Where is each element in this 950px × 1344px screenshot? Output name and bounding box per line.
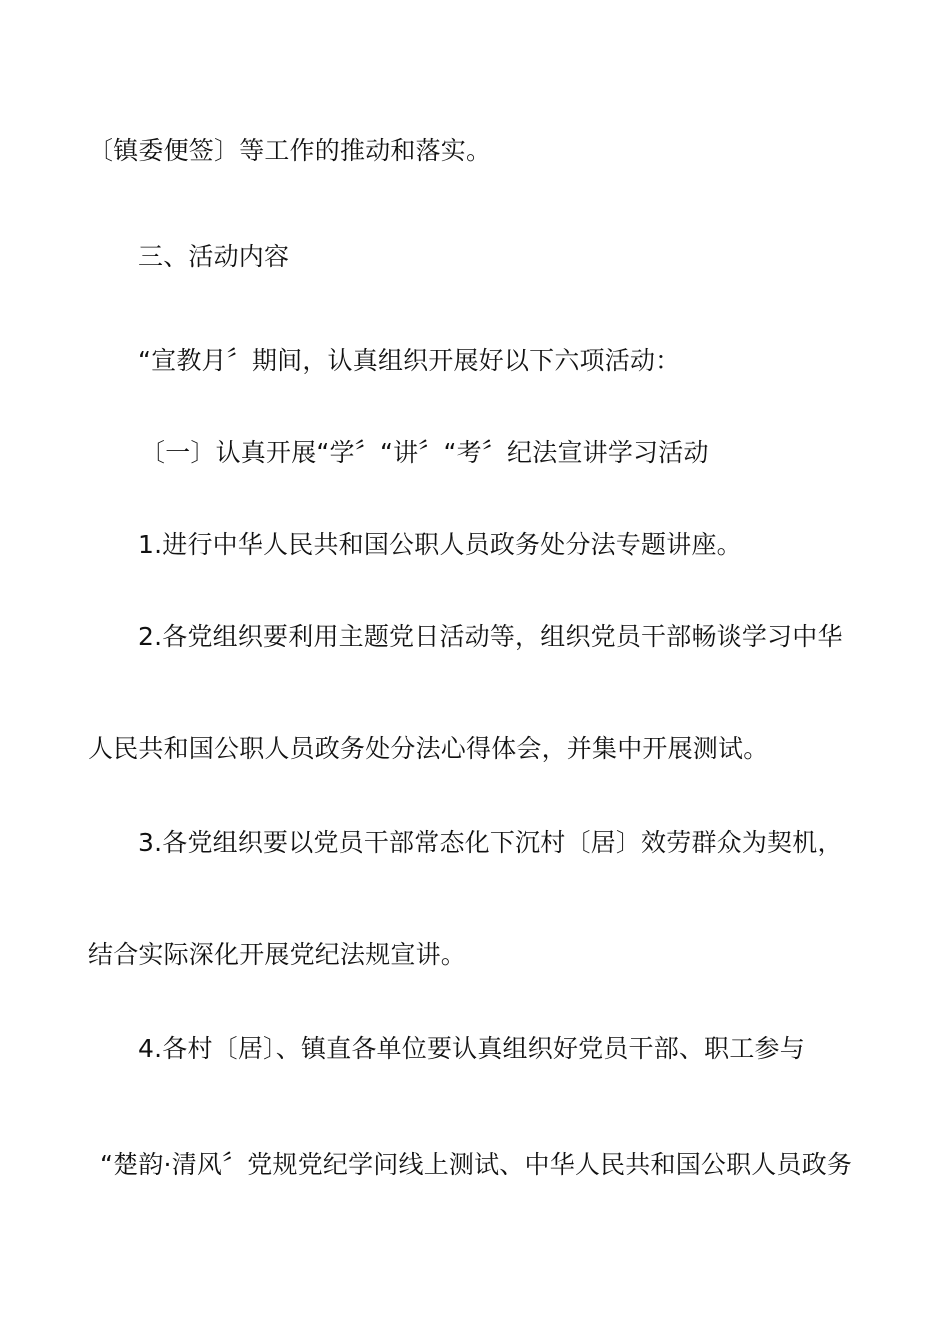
list-item-4: 4.各村〔居〕、镇直各单位要认真组织好党员干部、职工参与 (138, 1034, 805, 1063)
list-item-2: 2.各党组织要利用主题党日活动等，组织党员干部畅谈学习中华 (138, 622, 843, 651)
list-item-4-continued: “楚韵·清风〞党规党纪学问线上测试、中华人民共和国公职人员政务 (100, 1150, 853, 1179)
subsection-heading: 〔一〕认真开展“学〞“讲〞“考〞纪法宣讲学习活动 (140, 438, 709, 467)
list-item-2-continued: 人民共和国公职人员政务处分法心得体会，并集中开展测试。 (88, 734, 769, 763)
list-item-3: 3.各党组织要以党员干部常态化下沉村〔居〕效劳群众为契机， (138, 828, 843, 857)
section-heading: 三、活动内容 (138, 242, 290, 271)
paragraph-line-1: 〔镇委便签〕等工作的推动和落实。 (88, 136, 492, 165)
list-item-1: 1.进行中华人民共和国公职人员政务处分法专题讲座。 (138, 530, 742, 559)
paragraph-intro: “宣教月〞期间，认真组织开展好以下六项活动： (138, 346, 681, 375)
list-item-3-continued: 结合实际深化开展党纪法规宣讲。 (88, 940, 467, 969)
